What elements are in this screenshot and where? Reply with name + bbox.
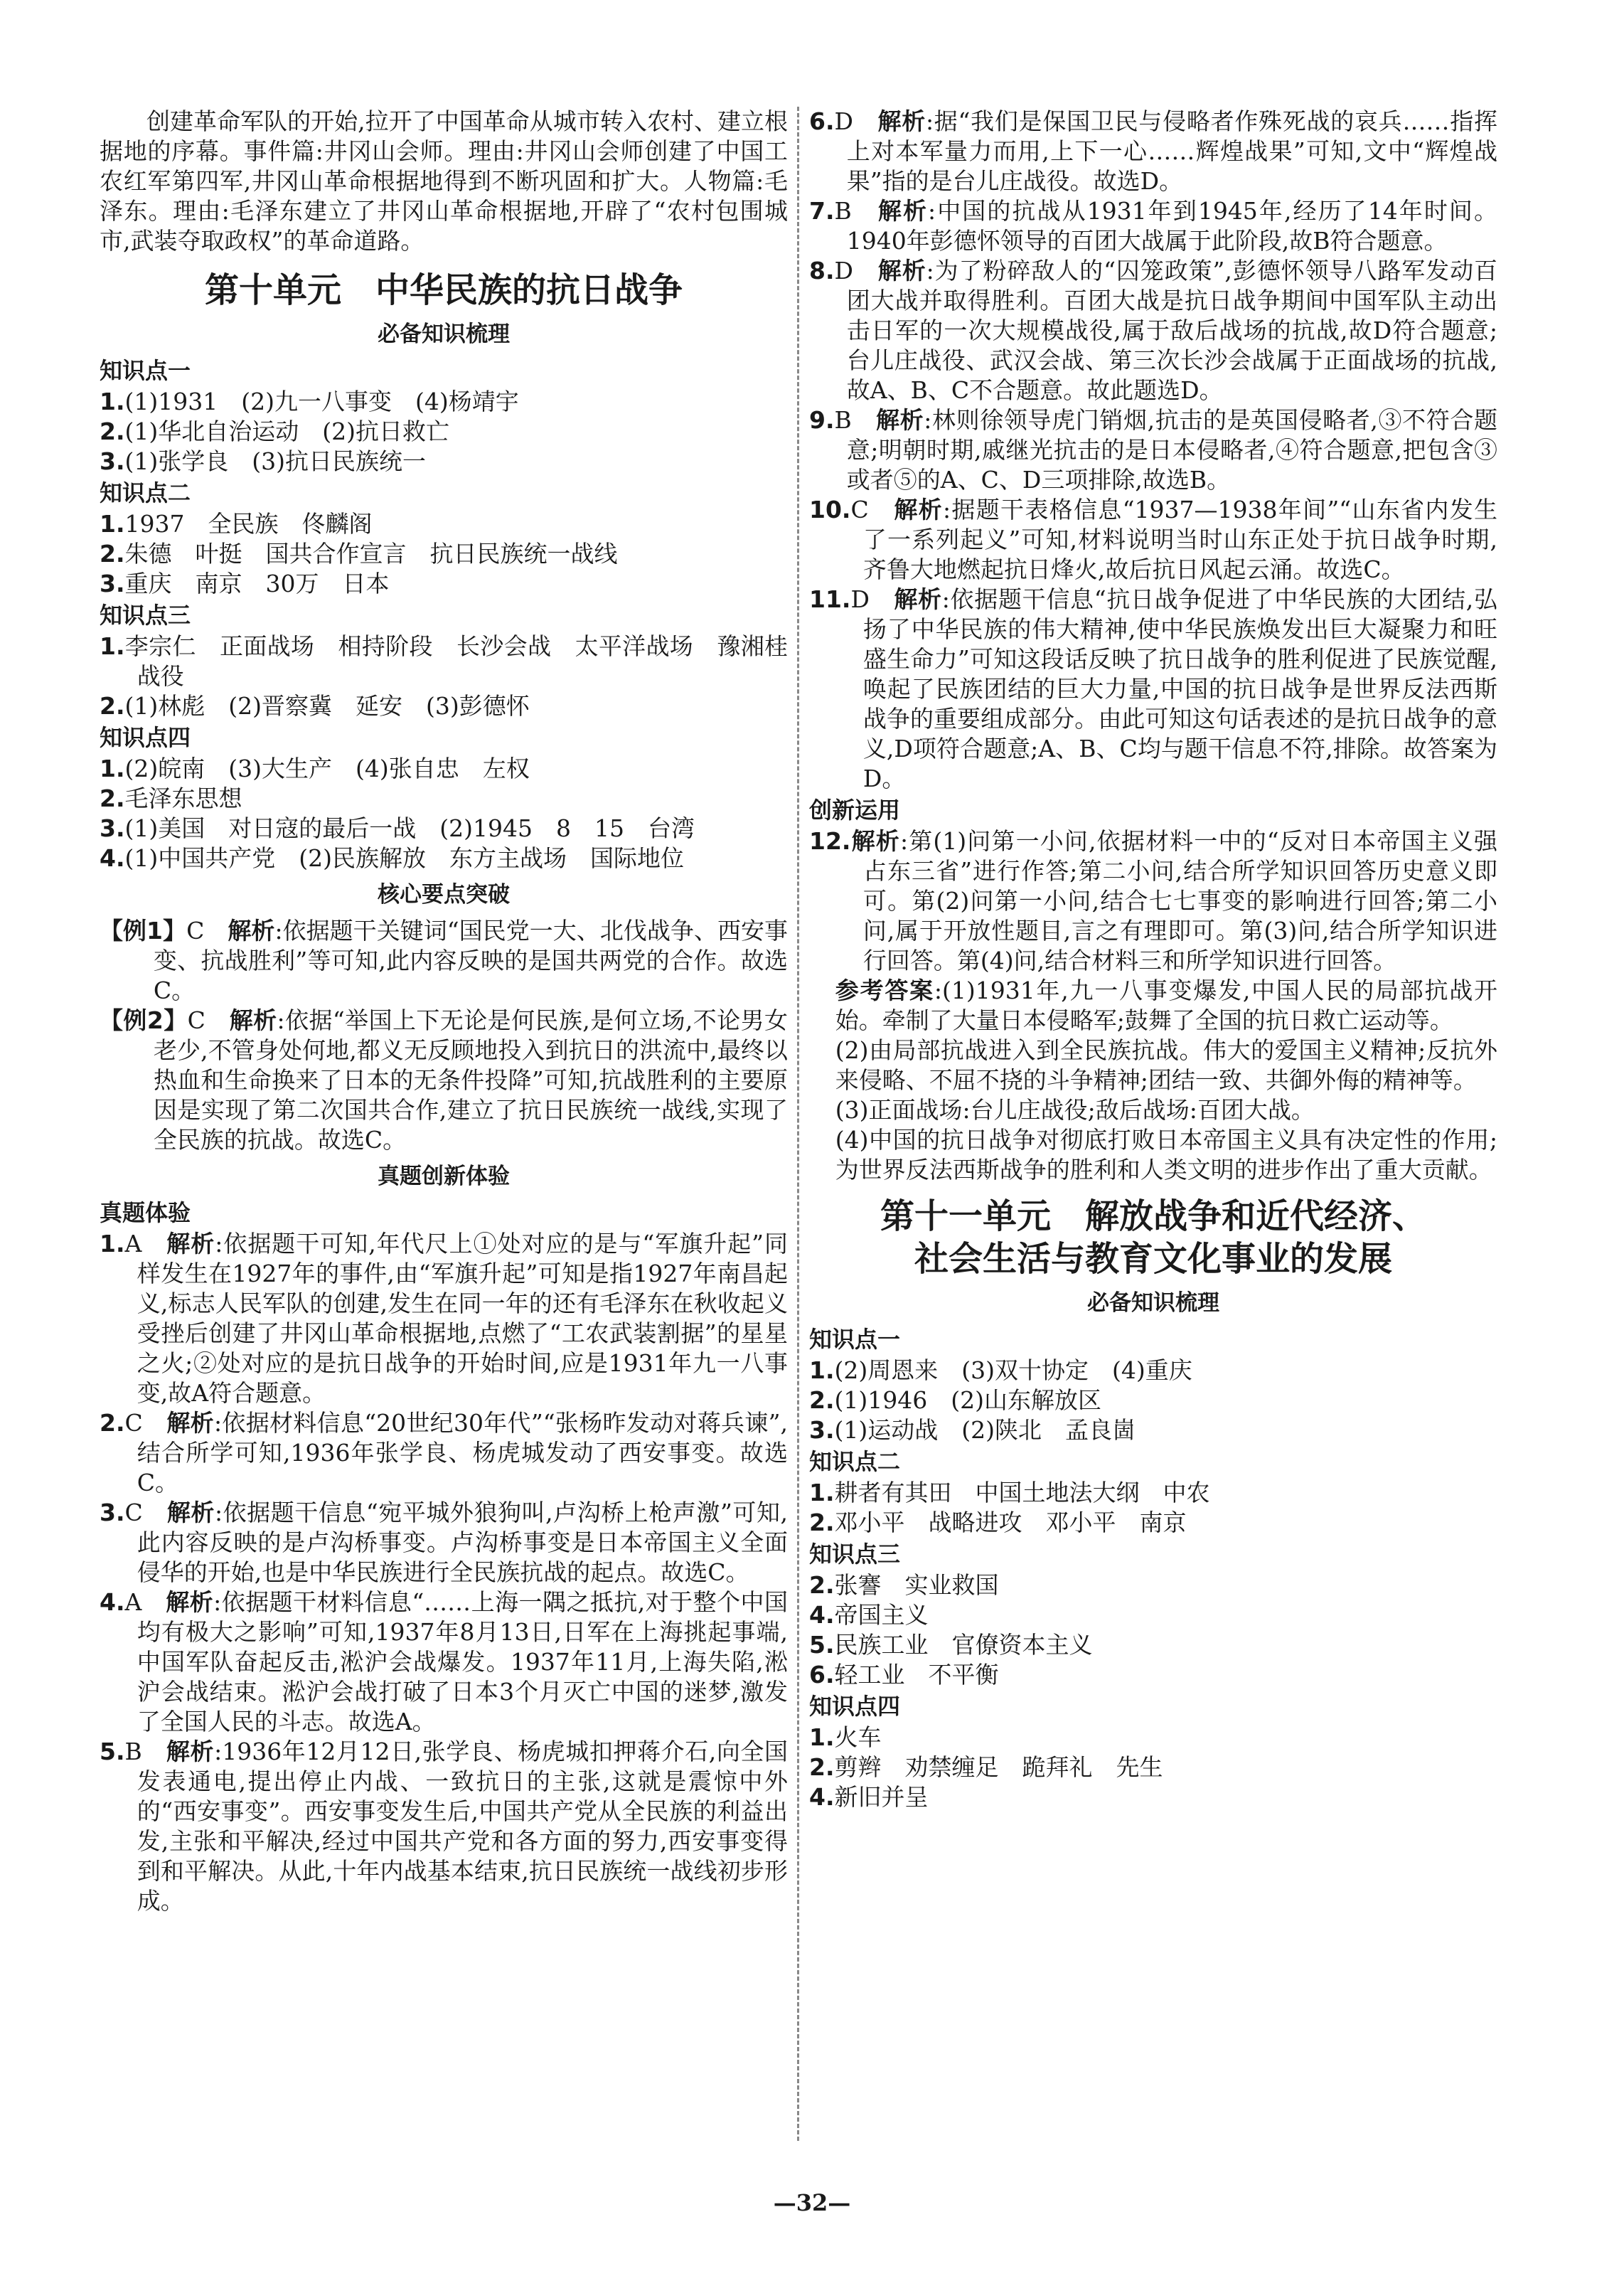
item-text: 民族工业 官僚资本主义: [834, 1631, 1093, 1659]
question-10: [809, 495, 1497, 585]
knowledge-point-4-title: 知识点四: [809, 1693, 901, 1720]
section-knowledge-review: 必备知识梳理: [378, 321, 510, 347]
question-number: 9.: [809, 406, 835, 434]
kp3-item: [809, 1600, 1497, 1630]
analysis-tag: 解析: [166, 1230, 215, 1257]
question-6: [809, 107, 1497, 196]
question-1: [100, 1229, 788, 1408]
item-number: 1.: [809, 1356, 835, 1384]
knowledge-point-2-title: 知识点二: [809, 1448, 901, 1475]
unit-11-title-line-2: 社会生活与教育文化事业的发展: [914, 1239, 1392, 1279]
analysis-text: :依据题干可知,年代尺上①处对应的是与“军旗升起”同样发生在1927年的事件,由“军旗升起”可知是指1927年南昌起义,标志人民军队的创建,发生在同一年的还有毛泽东在秋收起义受挫后创建了井冈山革命根据地,点燃了“工农武装割据”的星星之火;②处对应的是抗日战争的开始时间,应是1931年九一八事变,故A符合题意。: [137, 1230, 788, 1407]
analysis-text: :依据题干信息“抗日战争促进了中华民族的大团结,弘扬了中华民族的伟大精神,使中华民族焕发出巨大凝聚力和旺盛生命力”可知这段话反映了抗日战争的胜利促进了民族觉醒,唤起了民族团结的巨大力量,中国的抗日战争是世界反法西斯战争的重要组成部分。由此可知这句话表述的是抗日战争的意义,D项符合题意;A、B、C均与题干信息不符,排除。故答案为D。: [862, 585, 1497, 792]
answer: C: [187, 1006, 230, 1034]
item-text: (1)美国 对日寇的最后一战 (2)1945 8 15 台湾: [124, 814, 695, 842]
analysis-text: :依据题干关键词“国民党一大、北伐战争、西安事变、抗战胜利”等可知,此内容反映的是国共两党的合作。故选C。: [153, 917, 788, 1004]
analysis-tag: 解析: [228, 917, 275, 945]
answer: C: [186, 917, 228, 945]
item-text: 帝国主义: [834, 1601, 929, 1629]
item-number: 1.: [809, 1723, 835, 1751]
kp3-item: [809, 1660, 1497, 1690]
item-text: 邓小平 战略进攻 邓小平 南京: [834, 1509, 1187, 1536]
question-8: [809, 256, 1497, 405]
kp4-item: [809, 1782, 1497, 1812]
question-number: 11.: [809, 585, 851, 613]
analysis-text: :依据题干信息“宛平城外狼狗叫,卢沟桥上枪声激”可知,此内容反映的是卢沟桥事变。卢沟桥事变是日本帝国主义全面侵华的开始,也是中华民族进行全民族抗战的起点。故选C。: [137, 1499, 788, 1586]
answer: B: [834, 406, 877, 434]
item-text: 耕者有其田 中国土地法大纲 中农: [834, 1479, 1210, 1506]
item-text: 剪辫 劝禁缠足 跪拜礼 先生: [834, 1753, 1163, 1781]
item-number: 2.: [809, 1509, 835, 1536]
item-text: 1937 全民族 佟麟阁: [124, 510, 373, 538]
item-number: 4.: [100, 844, 125, 872]
kp3-item: [100, 632, 788, 691]
kp3-item: [809, 1630, 1497, 1660]
item-number: 1.: [100, 632, 125, 660]
item-text: 李宗仁 正面战场 相持阶段 长沙会战 太平洋战场 豫湘桂战役: [124, 632, 788, 690]
knowledge-point-4-title: 知识点四: [100, 724, 191, 751]
answer: D: [850, 585, 894, 613]
question-number: 3.: [100, 1499, 125, 1526]
question-number: 4.: [100, 1588, 125, 1616]
item-number: 2.: [809, 1571, 835, 1599]
item-number: 2.: [100, 692, 125, 720]
analysis-text: :据“我们是保国卫民与侵略者作殊死战的哀兵……指挥上对本军量力而用,上下一心……辉煌战果”可知,文中“辉煌战果”指的是台儿庄战役。故选D。: [846, 107, 1497, 195]
knowledge-point-2-title: 知识点二: [100, 479, 191, 506]
item-number: 1.: [100, 510, 125, 538]
analysis-text: :1936年12月12日,张学良、杨虎城扣押蒋介石,向全国发表通电,提出停止内战、一致抗日的主张,这就是震惊中外的“西安事变”。西安事变发生后,中国共产党从全民族的利益出发,主张和平解决,经过中国共产党和各方面的努力,西安事变得到和平解决。从此,十年内战基本结束,抗日民族统一战线初步形成。: [137, 1738, 788, 1915]
item-text: (1)运动战 (2)陕北 孟良崮: [834, 1416, 1136, 1444]
item-number: 4.: [809, 1601, 835, 1629]
analysis-tag: 解析: [876, 406, 924, 434]
item-number: 2.: [809, 1753, 835, 1781]
analysis-text: :为了粉碎敌人的“囚笼政策”,彭德怀领导八路军发动百团大战并取得胜利。百团大战是抗日战争期间中国军队主动出击日军的一次大规模战役,属于敌后战场的抗战,故D符合题意;台儿庄战役、武汉会战、第三次长沙会战属于正面战场的抗战,故A、B、C不合题意。故此题选D。: [846, 257, 1497, 404]
kp1-item: [809, 1415, 1497, 1445]
subsection-innovation: 创新运用: [809, 797, 901, 824]
answer: D: [834, 107, 878, 135]
item-text: 重庆 南京 30万 日本: [124, 570, 390, 597]
analysis-tag: 解析: [166, 1588, 214, 1616]
example-label: 【例2】: [100, 1006, 188, 1034]
analysis-text: :中国的抗战从1931年到1945年,经历了14年时间。1940年彭德怀领导的百团大战属于此阶段,故B符合题意。: [846, 197, 1497, 255]
example-1: [100, 916, 788, 1006]
item-number: 1.: [100, 388, 125, 415]
answer: C: [124, 1499, 167, 1526]
question-number: 1.: [100, 1230, 125, 1257]
item-number: 4.: [809, 1783, 835, 1811]
question-2: [100, 1408, 788, 1498]
analysis-tag: 解析: [894, 496, 943, 523]
analysis-text: :第(1)问第一小问,依据材料一中的“反对日本帝国主义强占东三省”进行作答;第二小问,结合所学知识回答历史意义即可。第(2)问第一小问,结合七七事变的影响进行回答;第二小问,属于开放性题目,言之有理即可。第(3)问,结合所学知识进行回答。第(4)问,结合材料三和所学知识进行回答。: [862, 827, 1497, 974]
item-text: 轻工业 不平衡: [834, 1661, 999, 1689]
question-number: 6.: [809, 107, 835, 135]
item-number: 3.: [100, 570, 125, 597]
answer: C: [850, 496, 894, 523]
item-text: (1)林彪 (2)晋察冀 延安 (3)彭德怀: [124, 692, 530, 720]
item-text: (1)张学良 (3)抗日民族统一: [124, 447, 426, 475]
analysis-tag: 解析: [877, 257, 926, 284]
example-2: [100, 1006, 788, 1155]
knowledge-point-1-title: 知识点一: [100, 357, 191, 384]
answer: B: [124, 1738, 166, 1765]
item-text: 张謇 实业救国: [834, 1571, 999, 1599]
analysis-tag: 解析: [166, 1738, 215, 1765]
item-number: 3.: [100, 447, 125, 475]
kp2-item: [809, 1508, 1497, 1538]
kp3-item: [100, 691, 788, 721]
item-text: (1)1931 (2)九一八事变 (4)杨靖宇: [124, 388, 519, 415]
analysis-text: :依据材料信息“20世纪30年代”“张杨昨发动对蒋兵谏”,结合所学可知,1936年张学良、杨虎城发动了西安事变。故选C。: [137, 1409, 788, 1496]
item-number: 3.: [809, 1416, 835, 1444]
item-text: 毛泽东思想: [124, 785, 242, 812]
item-text: (1)1946 (2)山东解放区: [834, 1386, 1101, 1414]
analysis-tag: 解析: [229, 1006, 277, 1034]
answer: A: [124, 1230, 167, 1257]
item-number: 3.: [100, 814, 125, 842]
left-column: [100, 107, 788, 2141]
reference-answer-2: (2)由局部抗战进入到全民族抗战。伟大的爱国主义精神;反抗外来侵略、不屈不挠的斗争精神;团结一致、共御外侮的精神等。: [835, 1036, 1497, 1094]
kp4-item: [809, 1753, 1497, 1782]
item-number: 2.: [100, 785, 125, 812]
kp1-item: [809, 1386, 1497, 1415]
question-5: [100, 1737, 788, 1916]
subsection-real-exam: 真题体验: [100, 1199, 191, 1226]
item-number: 5.: [809, 1631, 835, 1659]
analysis-text: :林则徐领导虎门销烟,抗击的是英国侵略者,③不符合题意;明朝时期,戚继光抗击的是日本侵略者,④符合题意,把包含③或者⑤的A、C、D三项排除,故选B。: [846, 406, 1497, 494]
question-12: [809, 826, 1497, 976]
kp4-item: [809, 1723, 1497, 1753]
kp2-item: [100, 509, 788, 539]
section-core-points: 核心要点突破: [378, 882, 510, 908]
section-real-exam: 真题创新体验: [378, 1164, 510, 1189]
answer: D: [834, 257, 878, 284]
question-4: [100, 1588, 788, 1737]
kp1-item: [100, 447, 788, 477]
kp4-item: [100, 754, 788, 784]
reference-answer-text: :(1)1931年,九一八事变爆发,中国人民的局部抗战开始。牵制了大量日本侵略军;鼓舞了全国的抗日救亡运动等。: [835, 977, 1497, 1034]
item-text: 朱德 叶挺 国共合作宣言 抗日民族统一战线: [124, 540, 618, 568]
page-number: —32—: [773, 2189, 851, 2216]
right-column: [809, 107, 1497, 2141]
analysis-tag: 解析: [166, 1499, 215, 1526]
kp1-item: [809, 1356, 1497, 1386]
analysis-tag: 解析: [894, 585, 942, 613]
question-7: [809, 196, 1497, 256]
question-number: 12.: [809, 827, 851, 855]
item-number: 2.: [100, 418, 125, 445]
reference-answer: [809, 976, 1497, 1185]
analysis-text: :依据“举国上下无论是何民族,是何立场,不论男女老少,不管身处何地,都义无反顾地投入到抗日的洪流中,最终以热血和生命换来了日本的无条件投降”可知,抗战胜利的主要原因是实现了第二次国共合作,建立了抗日民族统一战线,实现了全民族的抗战。故选C。: [153, 1006, 788, 1154]
item-text: (1)华北自治运动 (2)抗日救亡: [124, 418, 449, 445]
unit-10-title: 第十单元 中华民族的抗日战争: [204, 270, 683, 310]
knowledge-point-3-title: 知识点三: [100, 602, 191, 629]
item-number: 1.: [809, 1479, 835, 1506]
reference-answer-3: (3)正面战场:台儿庄战役;敌后战场:百团大战。: [835, 1096, 1315, 1124]
kp3-item: [809, 1570, 1497, 1600]
kp1-item: [100, 387, 788, 417]
kp1-item: [100, 417, 788, 447]
answer: A: [124, 1588, 166, 1616]
unit-11-title-line-1: 第十一单元 解放战争和近代经济、: [880, 1196, 1426, 1236]
analysis-tag: 解析: [166, 1409, 214, 1437]
question-3: [100, 1498, 788, 1588]
item-text: 火车: [834, 1723, 882, 1751]
reference-answer-1: [835, 976, 1497, 1036]
analysis-text: :据题干表格信息“1937—1938年间”“山东省内发生了一系列起义”可知,材料说明当时山东正处于抗日战争时期,齐鲁大地燃起抗日烽火,故后抗日风起云涌。故选C。: [862, 496, 1497, 583]
kp4-item: [100, 784, 788, 814]
item-number: 6.: [809, 1661, 835, 1689]
column-divider: [797, 107, 799, 2141]
question-11: [809, 585, 1497, 794]
item-number: 1.: [100, 755, 125, 782]
item-text: (2)皖南 (3)大生产 (4)张自忠 左权: [124, 755, 530, 782]
kp2-item: [100, 569, 788, 599]
question-number: 10.: [809, 496, 851, 523]
kp2-item: [809, 1478, 1497, 1508]
item-text: 新旧并呈: [834, 1783, 929, 1811]
analysis-tag: 解析: [850, 827, 900, 855]
answer: B: [834, 197, 878, 225]
analysis-tag: 解析: [877, 197, 929, 225]
item-number: 2.: [100, 540, 125, 568]
item-number: 2.: [809, 1386, 835, 1414]
question-number: 2.: [100, 1409, 125, 1437]
knowledge-point-3-title: 知识点三: [809, 1541, 901, 1568]
answer: C: [124, 1409, 167, 1437]
reference-answer-4: (4)中国的抗日战争对彻底打败日本帝国主义具有决定性的作用;为世界反法西斯战争的胜利和人类文明的进步作出了重大贡献。: [835, 1126, 1497, 1184]
knowledge-point-1-title: 知识点一: [809, 1326, 901, 1353]
item-text: (2)周恩来 (3)双十协定 (4)重庆: [834, 1356, 1192, 1384]
analysis-text: :依据题干材料信息“……上海一隅之抵抗,对于整个中国均有极大之影响”可知,1937年8月13日,日军在上海挑起事端,中国军队奋起反击,淞沪会战爆发。1937年11月,上海失陷,淞沪会战结束。淞沪会战打破了日本3个月灭亡中国的迷梦,激发了全国人民的斗志。故选A。: [137, 1588, 788, 1735]
question-number: 7.: [809, 197, 835, 225]
section-knowledge-review: 必备知识梳理: [1087, 1290, 1219, 1316]
kp4-item: [100, 814, 788, 844]
question-number: 8.: [809, 257, 835, 284]
intro-paragraph: 创建革命军队的开始,拉开了中国革命从城市转入农村、建立根据地的序幕。事件篇:井冈山会师。理由:井冈山会师创建了中国工农红军第四军,井冈山革命根据地得到不断巩固和扩大。人物篇:毛泽东。理由:毛泽东建立了井冈山革命根据地,开辟了“农村包围城市,武装夺取政权”的革命道路。: [100, 107, 788, 255]
reference-answer-tag: 参考答案: [835, 977, 934, 1004]
example-label: 【例1】: [100, 917, 187, 945]
question-9: [809, 405, 1497, 495]
kp2-item: [100, 539, 788, 569]
item-text: (1)中国共产党 (2)民族解放 东方主战场 国际地位: [124, 844, 684, 872]
question-number: 5.: [100, 1738, 125, 1765]
kp4-item: [100, 844, 788, 873]
analysis-tag: 解析: [877, 107, 926, 135]
